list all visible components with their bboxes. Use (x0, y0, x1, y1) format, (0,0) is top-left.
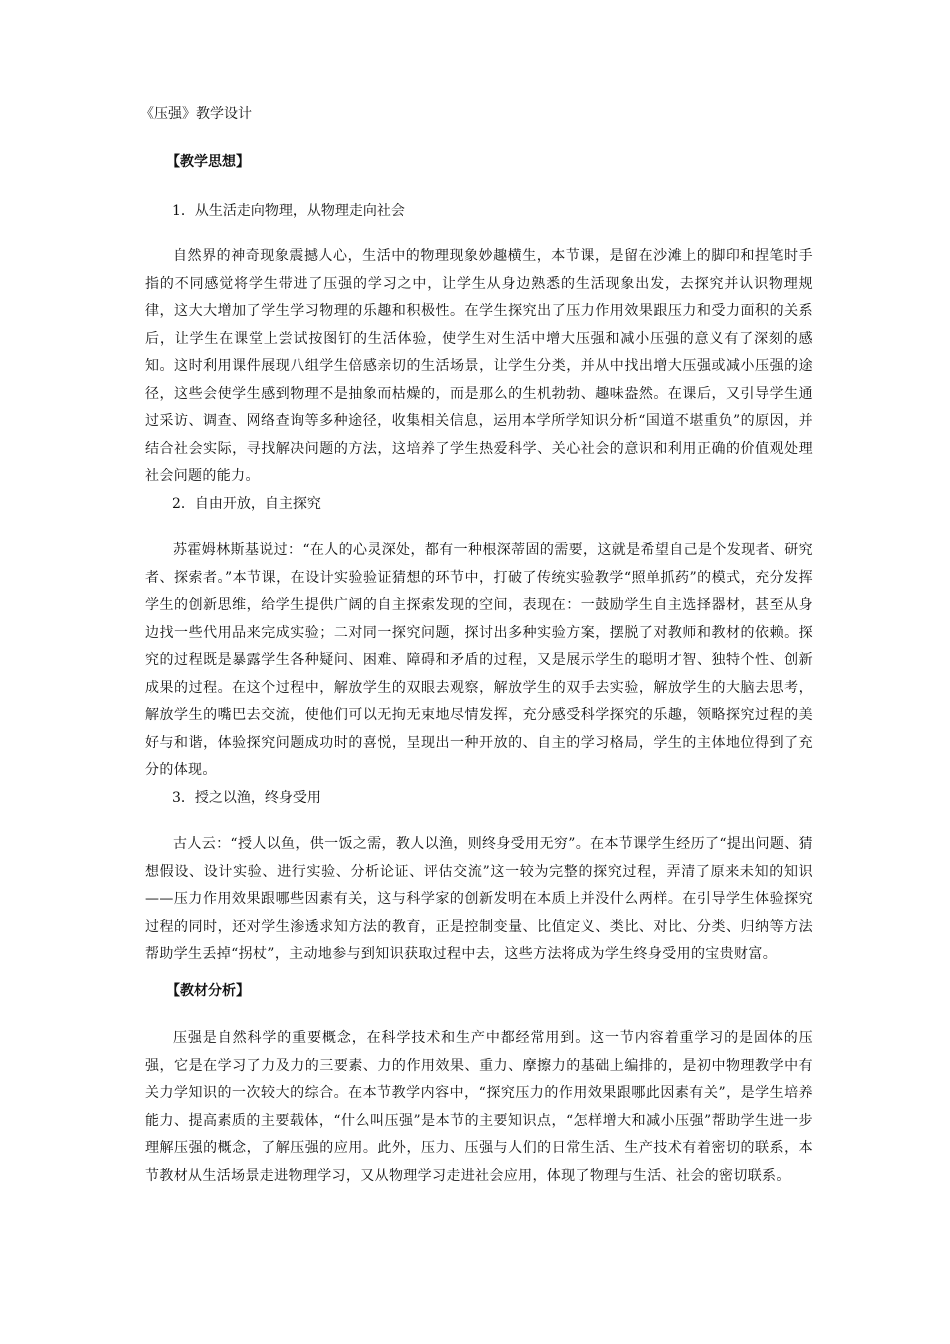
paragraph-2: 苏霍姆林斯基说过：“在人的心灵深处，都有一种根深蒂固的需要，这就是希望自己是个发现者、研究者、探索者。”本节课，在设计实验验证猜想的环节中，打破了传统实验教学“照单抓药”的模式，充分发挥学生的创新思维，给学生提供广阔的自主探索发现的空间，表现在：一鼓励学生自主选择器材，甚至从身边找一些代用品来完成实验；二对同一探究问题，探讨出多种实验方案，摆脱了对教师和教材的依赖。探究的过程既是暴露学生各种疑问、困难、障碍和矛盾的过程，又是展示学生的聪明才智、独特个性、创新成果的过程。在这个过程中，解放学生的双眼去观察，解放学生的双手去实验，解放学生的大脑去思考，解放学生的嘴巴去交流，使他们可以无拘无束地尽情发挥，充分感受科学探究的乐趣，领略探究过程的美好与和谐，体验探究问题成功时的喜悦，呈现出一种开放的、自主的学习格局，学生的主体地位得到了充分的体现。 (145, 542, 813, 778)
section-heading-teaching-philosophy: 【教学思想】 (166, 154, 250, 170)
paragraph-1: 自然界的神奇现象震撼人心，生活中的物理现象妙趣横生，本节课，是留在沙滩上的脚印和捏笔时手指的不同感觉将学生带进了压强的学习之中，让学生从身边熟悉的生活现象出发，去探究并认识物理规律，这大大增加了学生学习物理的乐趣和积极性。在学生探究出了压力作用效果跟压力和受力面积的关系后，让学生在课堂上尝试按图钉的生活体验，使学生对生活中增大压强和减小压强的意义有了深刻的感知。这时利用课件展现八组学生倍感亲切的生活场景，让学生分类，并从中找出增大压强或减小压强的途径，这些会使学生感到物理不是抽象而枯燥的，而是那么的生机勃勃、趣味盎然。在课后，又引导学生通过采访、调查、网络查询等多种途径，收集相关信息，运用本学所学知识分析“国道不堪重负”的原因，并结合社会实际，寻找解决问题的方法，这培养了学生热爱科学、关心社会的意识和利用正确的价值观处理社会问题的能力。 (145, 248, 813, 484)
document-title: 《压强》教学设计 (140, 106, 252, 122)
paragraph-3: 古人云：“授人以鱼，供一饭之需，教人以渔，则终身受用无穷”。在本节课学生经历了“提出问题、猜想假设、设计实验、进行实验、分析论证、评估交流”这一较为完整的探究过程，弄清了原来未知的知识——压力作用效果跟哪些因素有关，这与科学家的创新发明在本质上并没什么两样。在引导学生体验探究过程的同时，还对学生渗透求知方法的教育，正是控制变量、比值定义、类比、对比、分类、归纳等方法帮助学生丢掉“拐杖”，主动地参与到知识获取过程中去，这些方法将成为学生终身受用的宝贵财富。 (145, 836, 813, 962)
subsection-heading-2: 2．自由开放，自主探究 (172, 496, 321, 512)
subsection-heading-1: 1．从生活走向物理，从物理走向社会 (172, 203, 405, 219)
paragraph-textbook-analysis: 压强是自然科学的重要概念，在科学技术和生产中都经常用到。这一节内容着重学习的是固体的压强，它是在学习了力及力的三要素、力的作用效果、重力、摩擦力的基础上编排的，是初中物理教学中有关力学知识的一次较大的综合。在本节教学内容中，“探究压力的作用效果跟哪此因素有关”，是学生培养能力、提高素质的主要载体，“什么叫压强”是本节的主要知识点，“怎样增大和减小压强”帮助学生进一步理解压强的概念，了解压强的应用。此外，压力、压强与人们的日常生活、生产技术有着密切的联系，本节教材从生活场景走进物理学习，又从物理学习走进社会应用，体现了物理与生活、社会的密切联系。 (145, 1030, 813, 1184)
section-heading-textbook-analysis: 【教材分析】 (166, 983, 250, 999)
subsection-heading-3: 3．授之以渔，终身受用 (172, 790, 321, 806)
